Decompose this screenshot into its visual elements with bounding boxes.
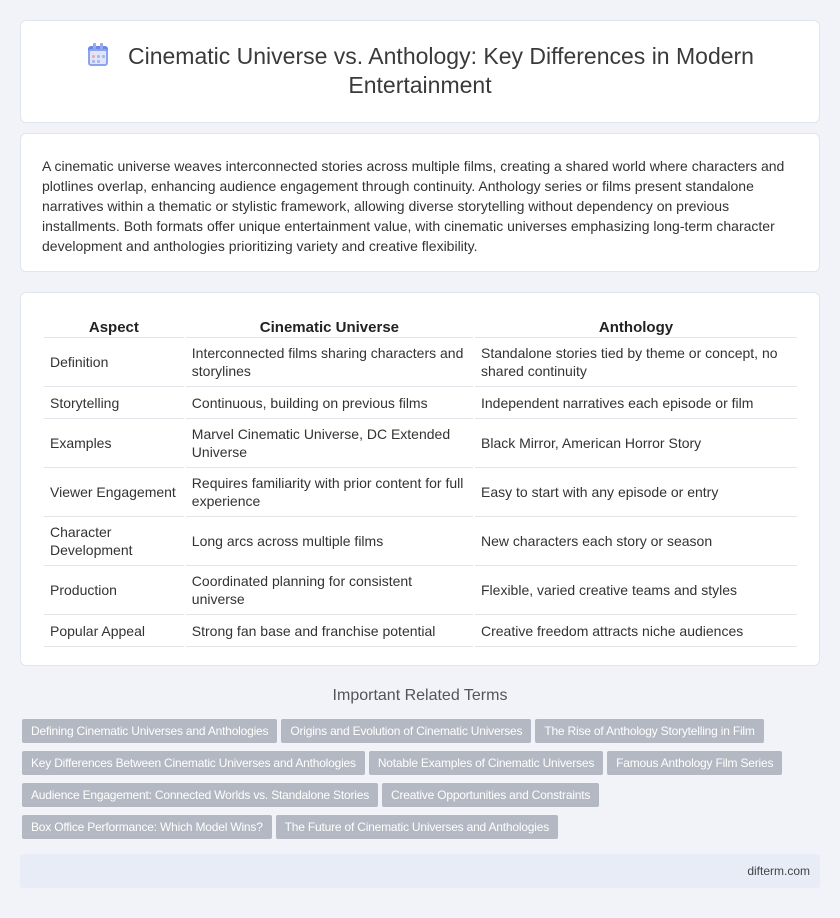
column-header-anthology: Anthology xyxy=(475,315,797,338)
table-cell: Flexible, varied creative teams and styles xyxy=(475,566,797,615)
comparison-table xyxy=(42,315,799,647)
intro-card xyxy=(20,133,820,272)
related-term-tag[interactable]: Notable Examples of Cinematic Universes xyxy=(369,751,603,775)
table-cell: New characters each story or season xyxy=(475,517,797,566)
related-term-tag[interactable]: Key Differences Between Cinematic Universes and Anthologies xyxy=(22,751,365,775)
header xyxy=(21,42,819,100)
table-cell: Coordinated planning for consistent universe xyxy=(186,566,473,615)
table-cell: Character Development xyxy=(44,517,184,566)
page-title-text: Cinematic Universe vs. Anthology: Key Differences in Modern Entertainment xyxy=(128,43,754,98)
table-row xyxy=(44,387,797,419)
table-row xyxy=(44,615,797,647)
table-cell: Continuous, building on previous films xyxy=(186,387,473,419)
table-row xyxy=(44,517,797,566)
table-cell: Easy to start with any episode or entry xyxy=(475,468,797,517)
related-term-tag[interactable]: The Future of Cinematic Universes and Anthologies xyxy=(276,815,558,839)
table-cell: Standalone stories tied by theme or concept, no shared continuity xyxy=(475,338,797,387)
related-term-tag[interactable]: Creative Opportunities and Constraints xyxy=(382,783,599,807)
related-term-tag[interactable]: Audience Engagement: Connected Worlds vs. Standalone Stories xyxy=(22,783,378,807)
table-cell: Interconnected films sharing characters and storylines xyxy=(186,338,473,387)
table-cell: Viewer Engagement xyxy=(44,468,184,517)
related-term-tag[interactable]: Box Office Performance: Which Model Wins? xyxy=(22,815,272,839)
table-cell: Storytelling xyxy=(44,387,184,419)
table-row xyxy=(44,338,797,387)
related-terms-heading: Important Related Terms xyxy=(332,687,508,704)
header-card xyxy=(20,20,820,123)
table-row xyxy=(44,419,797,468)
table-cell: Black Mirror, American Horror Story xyxy=(475,419,797,468)
calendar-icon xyxy=(86,43,110,67)
table-cell: Independent narratives each episode or film xyxy=(475,387,797,419)
table-cell: Long arcs across multiple films xyxy=(186,517,473,566)
table-cell: Examples xyxy=(44,419,184,468)
footer-site-link[interactable]: difterm.com xyxy=(747,864,810,878)
table-cell: Creative freedom attracts niche audiences xyxy=(475,615,797,647)
table-cell: Requires familiarity with prior content for full experience xyxy=(186,468,473,517)
related-term-tag[interactable]: Defining Cinematic Universes and Anthologies xyxy=(22,719,277,743)
related-terms-list xyxy=(22,719,822,847)
footer xyxy=(20,854,820,888)
related-term-tag[interactable]: The Rise of Anthology Storytelling in Film xyxy=(535,719,763,743)
table-cell: Definition xyxy=(44,338,184,387)
table-cell: Strong fan base and franchise potential xyxy=(186,615,473,647)
table-cell: Marvel Cinematic Universe, DC Extended Universe xyxy=(186,419,473,468)
column-header-cinematic-universe: Cinematic Universe xyxy=(186,315,473,338)
table-header-row xyxy=(44,315,797,338)
table-row xyxy=(44,468,797,517)
intro-paragraph: A cinematic universe weaves interconnected stories across multiple films, creating a shared world where characters and plotlines overlap, enhancing audience engagement through continuity. Anthology series or films present standalone narratives within a thematic or stylistic framework, allowing diverse storytelling without dependency on previous installments. Both formats offer unique entertainment value, with cinematic universes emphasizing long-term character development and anthologies prioritizing variety and creative flexibility. xyxy=(42,158,785,254)
page-title xyxy=(21,42,819,100)
comparison-card xyxy=(20,292,820,666)
related-term-tag[interactable]: Famous Anthology Film Series xyxy=(607,751,782,775)
related-term-tag[interactable]: Origins and Evolution of Cinematic Universes xyxy=(281,719,531,743)
table-cell: Production xyxy=(44,566,184,615)
table-row xyxy=(44,566,797,615)
table-cell: Popular Appeal xyxy=(44,615,184,647)
column-header-aspect: Aspect xyxy=(44,315,184,338)
